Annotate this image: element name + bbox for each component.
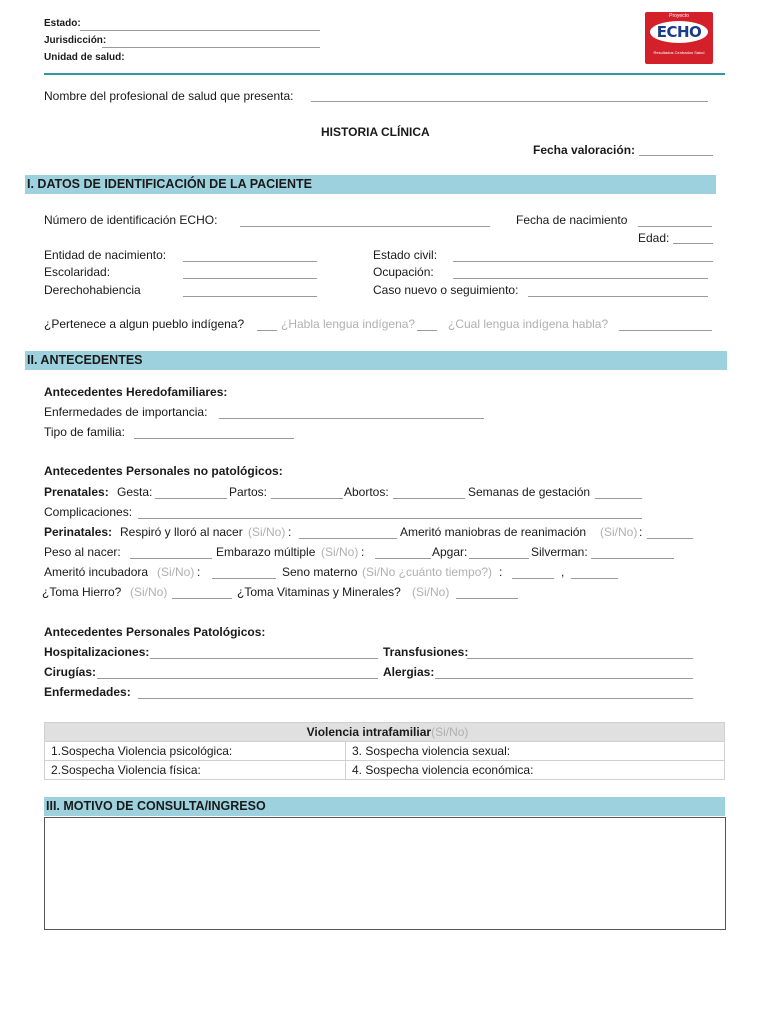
cirugias-field[interactable]	[97, 678, 378, 679]
heredofamiliares-title: Antecedentes Heredofamiliares:	[44, 385, 228, 399]
complicaciones-label: Complicaciones:	[44, 505, 133, 519]
section-3-header: III. MOTIVO DE CONSULTA/INGRESO	[44, 797, 725, 816]
estado-civil-label: Estado civil:	[373, 248, 438, 262]
violencia-si-no: (Si/No)	[431, 725, 469, 739]
habla-lengua-field[interactable]	[417, 330, 437, 331]
edad-field[interactable]	[673, 243, 713, 244]
seno-materno-field-1[interactable]	[512, 578, 554, 579]
violencia-psicologica-cell[interactable]: 1.Sospecha Violencia psicológica:	[45, 742, 346, 761]
caso-field[interactable]	[528, 296, 708, 297]
violencia-fisica-cell[interactable]: 2.Sospecha Violencia física:	[45, 761, 346, 780]
unidad-label: Unidad de salud:	[44, 52, 125, 63]
semanas-gestacion-label: Semanas de gestación	[468, 485, 591, 499]
logo-top-text: Proyecto	[669, 13, 689, 19]
seno-materno-field-2[interactable]	[571, 578, 618, 579]
complicaciones-field[interactable]	[138, 518, 642, 519]
edad-label: Edad:	[638, 231, 670, 245]
derechohabiencia-label: Derechohabiencia	[44, 283, 141, 297]
ocupacion-field[interactable]	[453, 278, 708, 279]
estado-civil-field[interactable]	[453, 261, 713, 262]
violencia-sexual-cell[interactable]: 3. Sospecha violencia sexual:	[346, 742, 725, 761]
hospitalizaciones-field[interactable]	[150, 658, 378, 659]
hierro-si-no: (Si/No)	[130, 585, 168, 599]
abortos-label: Abortos:	[344, 485, 389, 499]
maniobras-field[interactable]	[647, 538, 693, 539]
violencia-header	[45, 723, 725, 742]
enfermedades-label: Enfermedades:	[44, 685, 131, 699]
partos-field[interactable]	[271, 498, 343, 499]
fecha-valoracion-field[interactable]	[639, 155, 713, 156]
caso-label: Caso nuevo o seguimiento:	[373, 283, 519, 297]
echo-logo	[645, 12, 713, 64]
incubadora-field[interactable]	[212, 578, 276, 579]
silverman-field[interactable]	[591, 558, 674, 559]
pueblo-indigena-field[interactable]	[257, 330, 277, 331]
peso-nacer-field[interactable]	[130, 558, 212, 559]
hospitalizaciones-label: Hospitalizaciones:	[44, 645, 150, 659]
transfusiones-label: Transfusiones:	[383, 645, 469, 659]
section-2-header: II. ANTECEDENTES	[25, 351, 727, 370]
numero-echo-field[interactable]	[240, 226, 490, 227]
seno-materno-si-no: (Si/No ¿cuánto tiempo?)	[362, 565, 493, 579]
estado-label: Estado:	[44, 18, 81, 29]
logo-main-text: ECHO	[650, 21, 708, 43]
maniobras-label: Ameritó maniobras de reanimación	[400, 525, 587, 539]
apgar-field[interactable]	[469, 558, 529, 559]
profesional-label: Nombre del profesional de salud que presenta:	[44, 89, 294, 103]
fecha-nacimiento-field[interactable]	[638, 226, 712, 227]
seno-materno-label: Seno materno	[282, 565, 358, 579]
respiro-field[interactable]	[299, 538, 397, 539]
abortos-field[interactable]	[393, 498, 465, 499]
section-1-header: I. DATOS DE IDENTIFICACIÓN DE LA PACIENTE	[25, 175, 716, 194]
entidad-field[interactable]	[183, 261, 317, 262]
derechohabiencia-field[interactable]	[183, 296, 317, 297]
transfusiones-field[interactable]	[467, 658, 693, 659]
violencia-title: Violencia intrafamiliar	[306, 725, 432, 739]
incubadora-label: Ameritó incubadora	[44, 565, 149, 579]
respiro-si-no: (Si/No)	[248, 525, 286, 539]
maniobras-si-no: (Si/No)	[600, 525, 638, 539]
embarazo-si-no: (Si/No)	[321, 545, 359, 559]
logo-sub-text: Resultados Centrados Salud	[653, 50, 705, 55]
header-divider	[44, 73, 725, 75]
partos-label: Partos:	[229, 485, 268, 499]
gesta-field[interactable]	[155, 498, 227, 499]
apgar-label: Apgar:	[432, 545, 468, 559]
jurisdiccion-label: Jurisdicción:	[44, 35, 107, 46]
ocupacion-label: Ocupación:	[373, 265, 434, 279]
prenatales-label: Prenatales:	[44, 485, 109, 499]
respiro-label: Respiró y lloró al nacer	[120, 525, 243, 539]
fecha-nacimiento-label: Fecha de nacimiento	[516, 213, 628, 227]
alergias-field[interactable]	[435, 678, 693, 679]
embarazo-field[interactable]	[375, 558, 431, 559]
semanas-gestacion-field[interactable]	[595, 498, 642, 499]
escolaridad-label: Escolaridad:	[44, 265, 111, 279]
peso-nacer-label: Peso al nacer:	[44, 545, 121, 559]
violencia-table	[44, 722, 725, 780]
motivo-consulta-textarea[interactable]	[44, 817, 726, 930]
cirugias-label: Cirugías:	[44, 665, 97, 679]
silverman-label: Silverman:	[531, 545, 588, 559]
page-title: HISTORIA CLÍNICA	[321, 125, 430, 139]
vitaminas-si-no: (Si/No)	[412, 585, 450, 599]
incubadora-si-no: (Si/No)	[157, 565, 195, 579]
tipo-familia-field[interactable]	[134, 438, 294, 439]
gesta-label: Gesta:	[117, 485, 153, 499]
profesional-field[interactable]	[311, 101, 708, 102]
habla-lengua-label: ¿Habla lengua indígena?	[281, 317, 416, 331]
pueblo-indigena-label: ¿Pertenece a algun pueblo indígena?	[44, 317, 245, 331]
alergias-label: Alergias:	[383, 665, 435, 679]
patologicos-title: Antecedentes Personales Patológicos:	[44, 625, 266, 639]
hierro-label: ¿Toma Hierro?	[42, 585, 122, 599]
jurisdiccion-field[interactable]	[102, 47, 320, 48]
numero-echo-label: Número de identificación ECHO:	[44, 213, 218, 227]
vitaminas-field[interactable]	[456, 598, 518, 599]
perinatales-label: Perinatales:	[44, 525, 113, 539]
enfermedades-field[interactable]	[138, 698, 693, 699]
enfermedades-importancia-label: Enfermedades de importancia:	[44, 405, 208, 419]
estado-field[interactable]	[80, 30, 320, 31]
vitaminas-label: ¿Toma Vitaminas y Minerales?	[237, 585, 401, 599]
tipo-familia-label: Tipo de familia:	[44, 425, 125, 439]
violencia-economica-cell[interactable]: 4. Sospecha violencia económica:	[346, 761, 725, 780]
no-patologicos-title: Antecedentes Personales no patológicos:	[44, 464, 283, 478]
fecha-valoracion-label: Fecha valoración:	[533, 143, 636, 157]
escolaridad-field[interactable]	[183, 278, 317, 279]
enfermedades-importancia-field[interactable]	[219, 418, 484, 419]
cual-lengua-field[interactable]	[619, 330, 712, 331]
cual-lengua-label: ¿Cual lengua indígena habla?	[448, 317, 609, 331]
entidad-label: Entidad de nacimiento:	[44, 248, 167, 262]
embarazo-multiple-label: Embarazo múltiple	[216, 545, 316, 559]
hierro-field[interactable]	[172, 598, 232, 599]
